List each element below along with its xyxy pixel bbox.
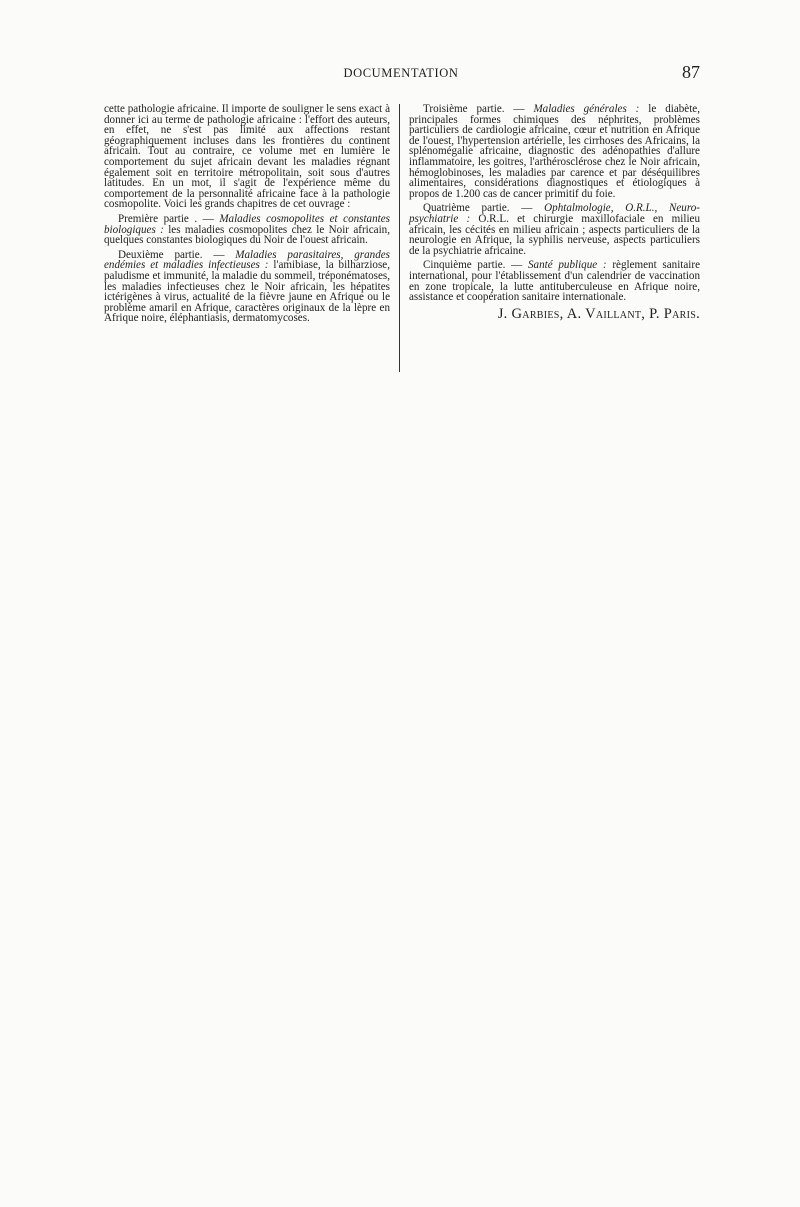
- paragraph-part-4: [409, 203, 700, 256]
- part-3-title: Maladies générales :: [533, 103, 640, 115]
- paragraph-part-2: [104, 250, 390, 324]
- part-4-text: O.R.L. et chirurgie maxillofaciale en milieu africain, les cécités en milieu africain ; aspects particuliers de la neurologie en Afrique, la syphilis nerveuse, aspects particuliers de la psychiatrie africaine.: [409, 212, 700, 257]
- part-5-title: Santé publique :: [527, 259, 607, 272]
- author-signature: J. Garbies, A. Vaillant, P. Paris.: [497, 305, 700, 322]
- part-1-lead: Première partie . —: [118, 212, 220, 225]
- left-column: [104, 104, 390, 328]
- paragraph-part-3: [409, 104, 700, 199]
- part-4-title: Ophtalmologie, O.R.L., Neuro-psychiatrie :: [409, 202, 700, 225]
- page-number: 87: [682, 62, 700, 82]
- paragraph-intro: cette pathologie africaine. Il importe de souligner le sens exact à donner ici au terme de pathologie africaine : l'effort des auteurs, en effet, ne s'est pas limité aux affections restant géographiquement incluses dans les frontières du continent africain. Tout au contraire, ce volume met en lumière le comportement du sujet africain devant les maladies régnant également soit en territoire métropolitain, soit sous d'autres latitudes. En un mot, il s'agit de l'expérience même du comportement de la personnalité africaine face à la pathologie cosmopolite. Voici les grands chapitres de cet ouvrage :: [104, 103, 390, 211]
- part-1-title: Maladies cosmopolites et constantes biologiques :: [104, 212, 390, 236]
- part-2-text: l'amibiase, la bilharziose, paludisme et immunité, la maladie du sommeil, tréponématoses, les maladies infectieuses chez le Noir africain, les hépatites ictérigènes à virus, actualité de la fièvre jaune en Afrique ou le problème amaril en Afrique, caractères originaux de la lèpre en Afrique noire, éléphantiasis, dermatomycoses.: [104, 259, 390, 325]
- part-2-title: Maladies parasitaires, grandes endémies et maladies infectieuses :: [104, 248, 390, 272]
- text-columns: [104, 104, 698, 376]
- right-column: [409, 103, 700, 322]
- page-header: [102, 62, 700, 86]
- paragraph-part-5: [409, 260, 700, 302]
- part-5-text: règlement sanitaire international, pour l'établissement d'un calendrier de vaccination en zone tropicale, la lutte antituberculeuse en Afrique noire, assistance et coopération sanitaire internationale.: [409, 259, 700, 304]
- column-divider: [399, 104, 400, 372]
- part-3-text: le diabète, principales formes chimiques des néphrites, problèmes particuliers de cardiologie africaine, cœur et nutrition en Afrique de l'ouest, l'hypertension artérielle, les cirrhoses des Africains, la splénomégalie africaine, diagnostic des adénopathies d'allure inflammatoire, les goitres, l'arthérosclérose chez le Noir africain, hémoglobinoses, les maladies par carence et par déséquilibres alimentaires, considérations diagnostiques et étiologiques à propos de 1.200 cas de cancer primitif du foie.: [409, 103, 700, 200]
- part-4-lead: Quatrième partie. —: [423, 202, 545, 215]
- running-head: DOCUMENTATION: [343, 66, 459, 80]
- part-2-lead: Deuxième partie. —: [118, 248, 236, 261]
- part-1-text: les maladies cosmopolites chez le Noir africain, quelques constantes biologiques du Noir de l'ouest africain.: [104, 223, 390, 247]
- part-5-lead: Cinquième partie. —: [423, 259, 528, 272]
- part-3-lead: Troisième partie. —: [423, 103, 534, 115]
- paragraph-part-1: [104, 214, 390, 246]
